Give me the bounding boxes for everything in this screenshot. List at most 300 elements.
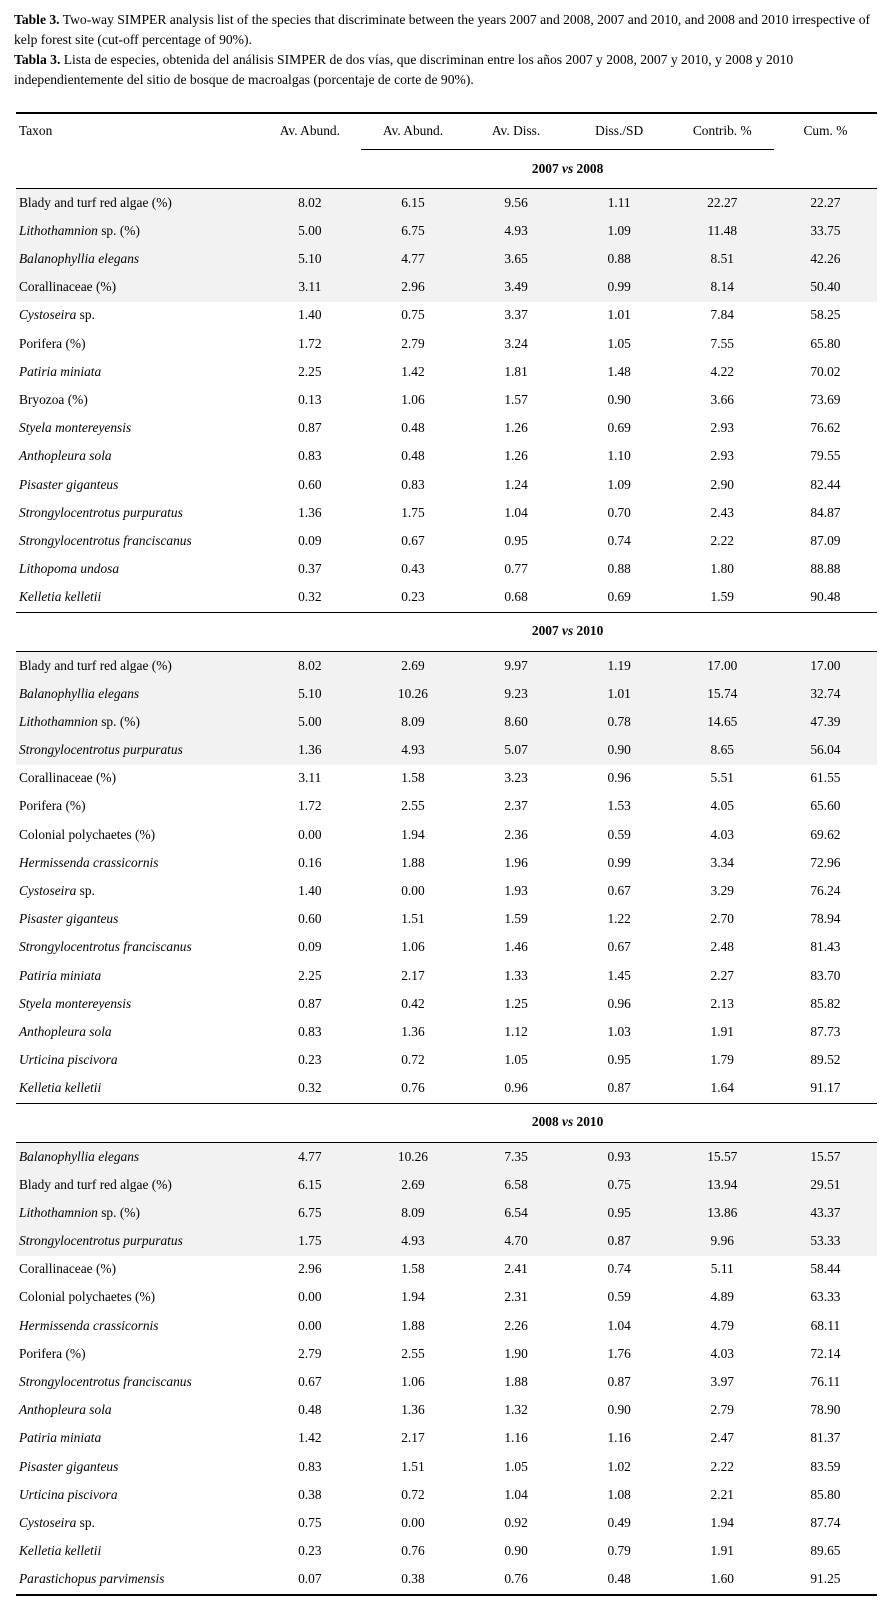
value-cell: 11.48 [671,217,774,245]
value-cell: 65.60 [810,798,841,814]
value-cell: 29.51 [774,1171,877,1199]
column-header-row [16,113,877,150]
taxon-cell: Patiria miniata [19,1430,102,1446]
value-cell: 8.51 [671,245,774,273]
value-cell: 1.04 [607,1317,631,1333]
section-header-spacer [774,150,877,189]
value-cell: 0.74 [607,1261,631,1277]
value-cell: 0.96 [607,770,631,786]
value-cell: 1.16 [504,1430,528,1446]
table-row [16,651,877,680]
taxon-cell: Strongylocentrotus purpuratus [16,736,258,764]
value-cell: 0.88 [607,561,631,577]
value-cell: 0.87 [607,1080,631,1096]
value-cell: 72.96 [810,854,841,870]
value-cell: 6.75 [258,1199,361,1227]
table-row [16,386,877,414]
taxon-cell: Anthopleura sola [19,1402,112,1418]
value-cell: 8.09 [361,1199,464,1227]
table-row [16,499,877,527]
value-cell: 0.72 [401,1052,425,1068]
table-row [16,1537,877,1565]
value-cell: 1.58 [401,1261,425,1277]
value-cell: 4.77 [258,1142,361,1171]
value-cell: 1.36 [401,1023,425,1039]
value-cell: 88.88 [810,561,841,577]
value-cell: 0.43 [401,561,425,577]
value-cell: 0.78 [568,708,671,736]
caption-english [14,10,879,50]
value-cell: 1.33 [504,967,528,983]
table-row [16,443,877,471]
value-cell: 1.05 [504,1052,528,1068]
caption-english-label: Table 3. [14,12,60,27]
taxon-cell: Balanophyllia elegans [16,245,258,273]
value-cell: 1.40 [298,307,322,323]
table-row [16,1340,877,1368]
taxon-cell: Blady and turf red algae (%) [16,189,258,218]
table-row [16,584,877,613]
value-cell: 0.95 [504,532,528,548]
value-cell: 2.47 [710,1430,734,1446]
table-row [16,330,877,358]
value-cell: 73.69 [810,392,841,408]
taxon-cell: Patiria miniata [19,363,102,379]
taxon-cell: Lithothamnion sp. (%) [16,1199,258,1227]
table-row [16,736,877,764]
value-cell: 0.99 [568,274,671,302]
value-cell: 0.70 [607,504,631,520]
value-cell: 43.37 [774,1199,877,1227]
value-cell: 0.23 [298,1543,322,1559]
value-cell: 69.62 [810,826,841,842]
caption-english-text: Two-way SIMPER analysis list of the species that discriminate between the years 2007 and 2008, 2007 and 2010, and 2008 and 2010 irrespective of kelp forest site (cut-off percentage of 90%). [14,12,871,47]
value-cell: 7.84 [710,307,734,323]
value-cell: 4.77 [361,245,464,273]
taxon-cell: Colonial polychaetes (%) [19,1289,156,1305]
value-cell: 3.34 [710,854,734,870]
value-cell: 0.59 [607,826,631,842]
value-cell: 4.89 [710,1289,734,1305]
table-row [16,217,877,245]
value-cell: 1.88 [401,1317,425,1333]
value-cell: 1.01 [568,680,671,708]
taxon-cell: Urticina piscivora [19,1052,118,1068]
value-cell: 0.16 [298,854,322,870]
value-cell: 1.02 [607,1458,631,1474]
value-cell: 7.55 [710,335,734,351]
value-cell: 0.09 [298,532,322,548]
taxon-cell: Kelletia kelletii [19,1080,102,1096]
value-cell: 8.09 [361,708,464,736]
value-cell: 5.10 [258,245,361,273]
value-cell: 6.15 [258,1171,361,1199]
value-cell: 0.49 [607,1514,631,1530]
value-cell: 22.27 [774,189,877,218]
value-cell: 2.79 [710,1402,734,1418]
value-cell: 0.00 [298,1289,322,1305]
value-cell: 53.33 [774,1227,877,1255]
value-cell: 2.55 [401,798,425,814]
value-cell: 1.09 [607,476,631,492]
table-row [16,1142,877,1171]
value-cell: 0.90 [607,392,631,408]
section-title [361,612,773,651]
value-cell: 8.02 [258,651,361,680]
table-row [16,1312,877,1340]
value-cell: 1.88 [504,1374,528,1390]
value-cell: 17.00 [774,651,877,680]
value-cell: 84.87 [810,504,841,520]
taxon-cell: Corallinaceae (%) [16,274,258,302]
value-cell: 0.23 [298,1052,322,1068]
value-cell: 0.77 [504,561,528,577]
taxon-cell: Anthopleura sola [19,448,112,464]
table-row [16,708,877,736]
value-cell: 5.07 [465,736,568,764]
value-cell: 3.66 [710,392,734,408]
value-cell: 76.62 [810,420,841,436]
value-cell: 0.38 [298,1486,322,1502]
column-header-av-abund-2: Av. Abund. [361,113,464,150]
taxon-cell: Balanophyllia elegans [16,1142,258,1171]
column-header-contrib-pct: Contrib. % [671,113,774,150]
value-cell: 1.36 [401,1402,425,1418]
value-cell: 42.26 [774,245,877,273]
value-cell: 63.33 [810,1289,841,1305]
value-cell: 0.95 [568,1199,671,1227]
value-cell: 0.74 [607,532,631,548]
taxon-cell: Porifera (%) [19,1345,86,1361]
section-year-2: 2010 [573,623,604,639]
table-row [16,1256,877,1284]
value-cell: 1.48 [607,363,631,379]
table-row [16,555,877,583]
value-cell: 4.22 [710,363,734,379]
value-cell: 1.19 [568,651,671,680]
value-cell: 0.88 [568,245,671,273]
value-cell: 1.75 [401,504,425,520]
value-cell: 1.59 [710,589,734,605]
value-cell: 2.79 [401,335,425,351]
value-cell: 1.36 [298,504,322,520]
value-cell: 1.04 [504,504,528,520]
value-cell: 0.87 [298,995,322,1011]
value-cell: 2.55 [401,1345,425,1361]
value-cell: 78.94 [810,911,841,927]
value-cell: 0.83 [298,1458,322,1474]
table-row [16,1481,877,1509]
taxon-cell: Cystoseira sp. [19,307,95,323]
value-cell: 7.35 [465,1142,568,1171]
value-cell: 1.45 [607,967,631,983]
value-cell: 6.58 [465,1171,568,1199]
taxon-cell: Urticina piscivora [19,1486,118,1502]
value-cell: 10.26 [361,1142,464,1171]
section-year-1: 2008 [531,1114,563,1130]
value-cell: 1.81 [504,363,528,379]
value-cell: 2.21 [710,1486,734,1502]
value-cell: 1.22 [607,911,631,927]
value-cell: 65.80 [810,335,841,351]
value-cell: 0.96 [607,995,631,1011]
section-header-row [16,150,877,189]
value-cell: 0.48 [401,448,425,464]
value-cell: 61.55 [810,770,841,786]
taxon-cell: Anthopleura sola [19,1023,112,1039]
value-cell: 14.65 [671,708,774,736]
value-cell: 87.73 [810,1023,841,1039]
value-cell: 1.04 [504,1486,528,1502]
value-cell: 1.05 [504,1458,528,1474]
value-cell: 0.90 [568,736,671,764]
value-cell: 47.39 [774,708,877,736]
value-cell: 87.09 [810,532,841,548]
value-cell: 4.79 [710,1317,734,1333]
value-cell: 13.94 [671,1171,774,1199]
value-cell: 0.67 [298,1374,322,1390]
value-cell: 0.75 [401,307,425,323]
table-row [16,274,877,302]
value-cell: 3.97 [710,1374,734,1390]
value-cell: 0.67 [401,532,425,548]
value-cell: 1.16 [607,1430,631,1446]
value-cell: 33.75 [774,217,877,245]
value-cell: 1.88 [401,854,425,870]
value-cell: 1.42 [401,363,425,379]
value-cell: 0.48 [401,420,425,436]
value-cell: 22.27 [671,189,774,218]
value-cell: 2.96 [361,274,464,302]
value-cell: 2.69 [361,651,464,680]
value-cell: 0.00 [401,1514,425,1530]
value-cell: 1.94 [401,826,425,842]
value-cell: 32.74 [774,680,877,708]
table-row [16,680,877,708]
taxon-cell: Corallinaceae (%) [19,770,117,786]
taxon-cell: Parastichopus parvimensis [19,1571,165,1587]
value-cell: 2.13 [710,995,734,1011]
value-cell: 1.96 [504,854,528,870]
value-cell: 89.65 [810,1543,841,1559]
taxon-cell: Lithothamnion sp. (%) [16,217,258,245]
value-cell: 0.92 [504,1514,528,1530]
section-year-1: 2007 [531,623,563,639]
value-cell: 4.70 [465,1227,568,1255]
taxon-cell: Cystoseira sp. [19,1514,95,1530]
table-row [16,358,877,386]
value-cell: 0.48 [298,1402,322,1418]
value-cell: 2.25 [298,967,322,983]
section-year-2: 2010 [573,1114,604,1130]
table-row [16,189,877,218]
value-cell: 0.00 [298,1317,322,1333]
simper-table-body [16,150,877,1595]
section-vs: vs [562,1114,574,1130]
value-cell: 68.11 [810,1317,841,1333]
value-cell: 1.53 [607,798,631,814]
table-row [16,906,877,934]
value-cell: 0.23 [401,589,425,605]
value-cell: 0.67 [607,939,631,955]
value-cell: 0.72 [401,1486,425,1502]
value-cell: 2.17 [401,967,425,983]
value-cell: 1.06 [401,392,425,408]
caption-spanish [14,50,879,90]
taxon-cell: Strongylocentrotus purpuratus [19,504,183,520]
table-row [16,849,877,877]
value-cell: 85.80 [810,1486,841,1502]
value-cell: 8.65 [671,736,774,764]
value-cell: 9.23 [465,680,568,708]
value-cell: 4.93 [361,736,464,764]
section-header-row [16,1103,877,1142]
taxon-cell: Blady and turf red algae (%) [16,651,258,680]
taxon-cell: Hermissenda crassicornis [19,854,159,870]
value-cell: 3.23 [504,770,528,786]
value-cell: 91.17 [810,1080,841,1096]
value-cell: 1.03 [607,1023,631,1039]
value-cell: 0.99 [607,854,631,870]
table-row [16,1453,877,1481]
value-cell: 0.96 [504,1080,528,1096]
value-cell: 3.29 [710,883,734,899]
value-cell: 1.75 [258,1227,361,1255]
value-cell: 0.69 [607,420,631,436]
value-cell: 0.67 [607,883,631,899]
value-cell: 0.83 [298,1023,322,1039]
value-cell: 58.44 [810,1261,841,1277]
value-cell: 5.00 [258,217,361,245]
table-row [16,1397,877,1425]
section-year-2: 2008 [573,160,604,176]
value-cell: 2.25 [298,363,322,379]
value-cell: 2.96 [298,1261,322,1277]
value-cell: 0.76 [504,1571,528,1587]
table-row [16,765,877,793]
value-cell: 2.48 [710,939,734,955]
table-row [16,1509,877,1537]
table-row [16,1368,877,1396]
table-row [16,1171,877,1199]
value-cell: 1.58 [401,770,425,786]
value-cell: 1.94 [710,1514,734,1530]
value-cell: 1.24 [504,476,528,492]
taxon-cell: Lithothamnion sp. (%) [16,708,258,736]
value-cell: 8.02 [258,189,361,218]
value-cell: 5.00 [258,708,361,736]
taxon-cell: Colonial polychaetes (%) [19,826,156,842]
value-cell: 4.05 [710,798,734,814]
table-row [16,934,877,962]
taxon-cell: Hermissenda crassicornis [19,1317,159,1333]
value-cell: 1.93 [504,883,528,899]
value-cell: 56.04 [774,736,877,764]
value-cell: 1.26 [504,420,528,436]
value-cell: 0.79 [607,1543,631,1559]
taxon-cell: Patiria miniata [19,967,102,983]
value-cell: 1.09 [568,217,671,245]
value-cell: 9.96 [671,1227,774,1255]
value-cell: 0.07 [298,1571,322,1587]
value-cell: 83.70 [810,967,841,983]
section-year-1: 2007 [531,160,563,176]
value-cell: 1.51 [401,911,425,927]
table-row [16,302,877,330]
value-cell: 0.87 [298,420,322,436]
section-title [361,1103,773,1142]
section-header-row [16,612,877,651]
value-cell: 1.01 [607,307,631,323]
value-cell: 6.54 [465,1199,568,1227]
value-cell: 8.14 [671,274,774,302]
value-cell: 5.51 [710,770,734,786]
value-cell: 2.43 [710,504,734,520]
table-row [16,1566,877,1595]
value-cell: 1.79 [710,1052,734,1068]
value-cell: 0.87 [568,1227,671,1255]
value-cell: 9.56 [465,189,568,218]
value-cell: 1.64 [710,1080,734,1096]
value-cell: 15.57 [774,1142,877,1171]
section-vs: vs [562,160,574,176]
value-cell: 1.06 [401,939,425,955]
value-cell: 83.59 [810,1458,841,1474]
section-title [361,150,773,189]
table-row [16,1284,877,1312]
value-cell: 0.48 [607,1571,631,1587]
value-cell: 2.22 [710,1458,734,1474]
value-cell: 0.13 [298,392,322,408]
taxon-cell: Pisaster giganteus [19,911,119,927]
value-cell: 85.82 [810,995,841,1011]
value-cell: 2.69 [361,1171,464,1199]
value-cell: 1.72 [298,335,322,351]
value-cell: 17.00 [671,651,774,680]
value-cell: 5.11 [710,1261,734,1277]
table-row [16,990,877,1018]
caption-spanish-text: Lista de especies, obtenida del análisis SIMPER de dos vías, que discriminan entre los años 2007 y 2008, 2007 y 2010, y 2008 y 2010 independientemente del sitio de bosque de macroalgas (porcentaje de corte de 90%). [14,52,794,87]
section-header-spacer [774,1103,877,1142]
column-header-cum-pct: Cum. % [803,123,848,139]
value-cell: 91.25 [810,1571,841,1587]
value-cell: 79.55 [810,448,841,464]
taxon-cell: Pisaster giganteus [19,476,119,492]
value-cell: 0.37 [298,561,322,577]
value-cell: 87.74 [810,1514,841,1530]
value-cell: 1.25 [504,995,528,1011]
table-row [16,245,877,273]
value-cell: 1.11 [568,189,671,218]
value-cell: 3.24 [504,335,528,351]
value-cell: 2.41 [504,1261,528,1277]
value-cell: 0.00 [298,826,322,842]
value-cell: 1.08 [607,1486,631,1502]
value-cell: 1.80 [710,561,734,577]
value-cell: 2.93 [710,448,734,464]
value-cell: 2.79 [298,1345,322,1361]
value-cell: 1.60 [710,1571,734,1587]
value-cell: 1.59 [504,911,528,927]
value-cell: 76.24 [810,883,841,899]
value-cell: 0.95 [607,1052,631,1068]
value-cell: 81.37 [810,1430,841,1446]
value-cell: 0.42 [401,995,425,1011]
value-cell: 4.93 [465,217,568,245]
value-cell: 0.32 [298,1080,322,1096]
value-cell: 2.22 [710,532,734,548]
value-cell: 3.37 [504,307,528,323]
